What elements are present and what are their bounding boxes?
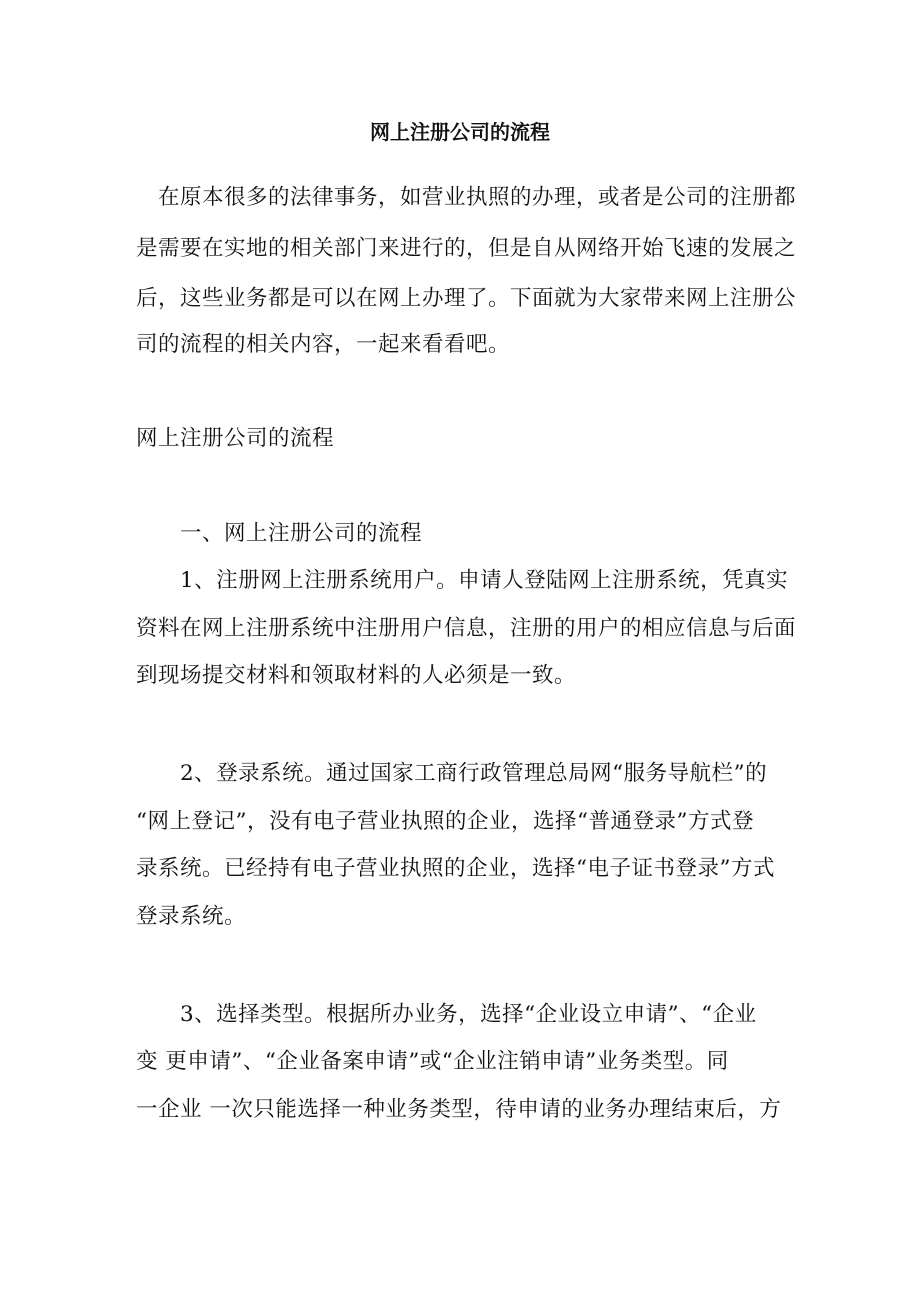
step2-line-1: 2、登录系统。通过国家工商行政管理总局网“服务导航栏”的 xyxy=(180,761,768,786)
document-title: 网上注册公司的流程 xyxy=(370,120,550,144)
intro-line-3: 后，这些业务都是可以在网上办理了。下面就为大家带来网上注册公 xyxy=(136,286,797,311)
intro-line-1: 在原本很多的法律事务，如营业执照的办理，或者是公司的注册都 xyxy=(158,185,797,210)
step3-line-1: 3、选择类型。根据所办业务，选择“企业设立申请”、“企业 xyxy=(180,1002,757,1027)
step3-line-2: 变 更申请”、“企业备案申请”或“企业注销申请”业务类型。同 xyxy=(136,1049,729,1074)
step2-line-3: 录系统。已经持有电子营业执照的企业，选择“电子证书登录”方式 xyxy=(136,856,775,881)
step2-line-2: “网上登记”，没有电子营业执照的企业，选择“普通登录”方式登 xyxy=(136,809,754,834)
step2-line-4: 登录系统。 xyxy=(136,904,247,929)
subtitle: 网上注册公司的流程 xyxy=(136,426,335,451)
section-heading: 一、网上注册公司的流程 xyxy=(180,521,423,546)
intro-line-4: 司的流程的相关内容，一起来看看吧。 xyxy=(136,332,511,357)
step1-line-2: 资料在网上注册系统中注册用户信息，注册的用户的相应信息与后面 xyxy=(136,616,797,641)
step3-line-3: 一企业 一次只能选择一种业务类型，待申请的业务办理结束后，方 xyxy=(136,1097,782,1122)
step1-line-3: 到现场提交材料和领取材料的人必须是一致。 xyxy=(136,663,577,688)
intro-line-2: 是需要在实地的相关部门来进行的，但是自从网络开始飞速的发展之 xyxy=(136,236,797,261)
step1-line-1: 1、注册网上注册系统用户。申请人登陆网上注册系统，凭真实 xyxy=(180,568,789,593)
